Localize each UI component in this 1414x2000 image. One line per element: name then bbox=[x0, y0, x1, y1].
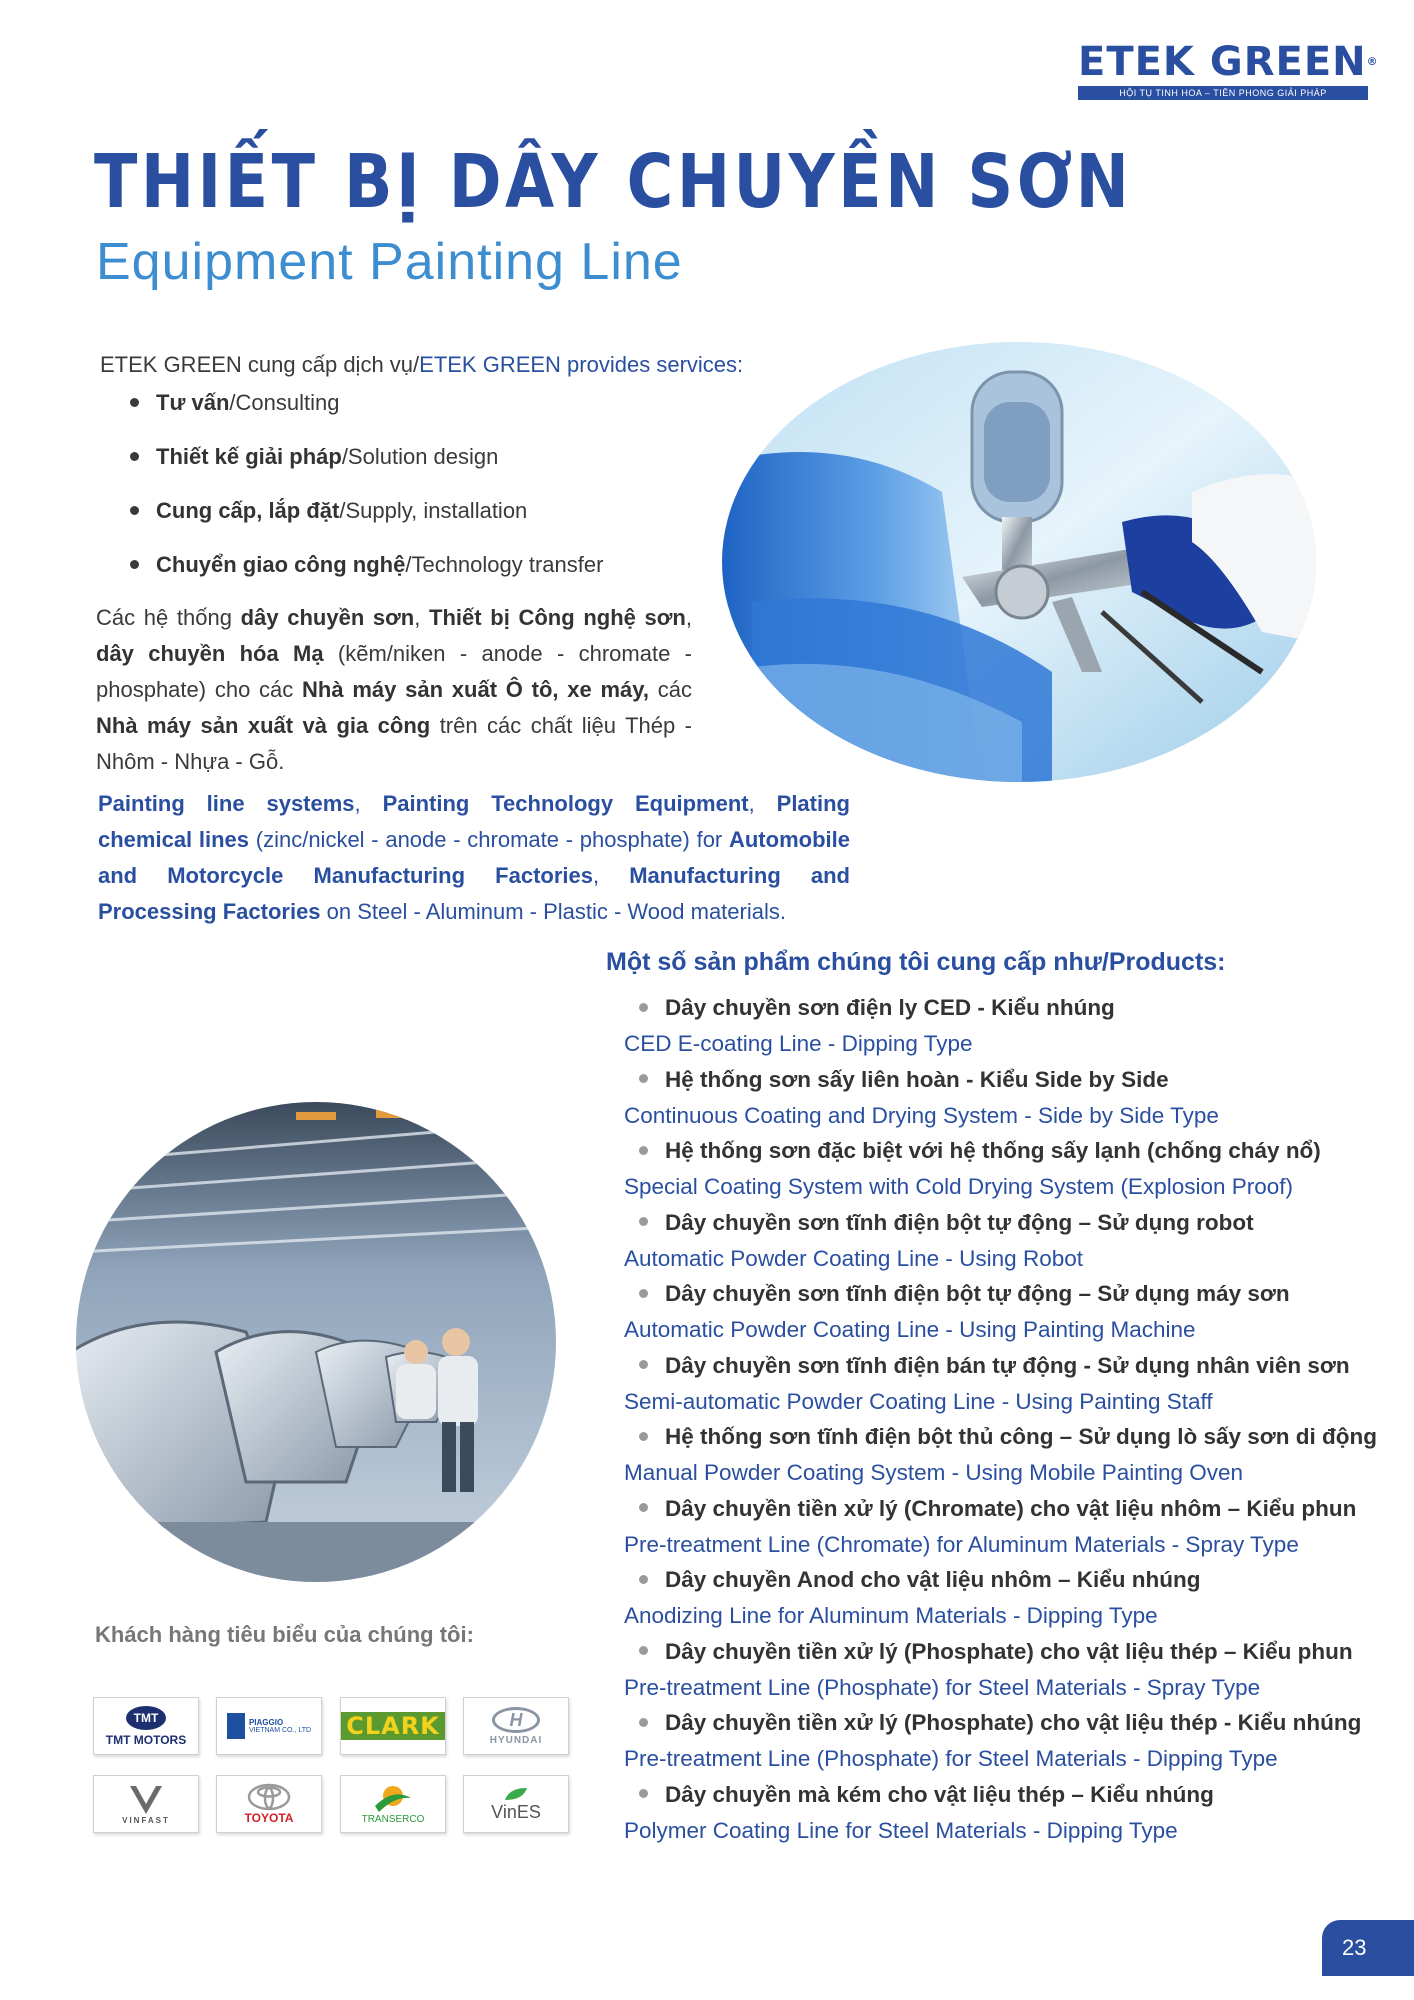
list-item: Dây chuyền Anod cho vật liệu nhôm – Kiểu nhúng Anodizing Line for Aluminum Materials - Dipping Type bbox=[624, 1567, 1201, 1628]
spray-gun-photo bbox=[722, 342, 1316, 782]
services-intro-vn: ETEK GREEN cung cấp dịch vụ/ bbox=[100, 352, 420, 377]
client-logo-hyundai: H HYUNDAI bbox=[463, 1697, 569, 1755]
car-factory-photo bbox=[76, 1102, 556, 1582]
hyundai-emblem-icon: H bbox=[492, 1707, 540, 1733]
page-number: 23 bbox=[1322, 1920, 1414, 1976]
bullet-icon bbox=[639, 1503, 648, 1512]
transerco-swoosh-icon bbox=[373, 1784, 413, 1814]
bullet-icon bbox=[639, 1575, 648, 1584]
description-vn: Các hệ thống dây chuyền sơn, Thiết bị Công nghệ sơn, dây chuyền hóa Mạ (kẽm/niken - anode - chromate - phosphate) cho các Nhà máy sản xuất Ô tô, xe máy, các Nhà máy sản xuất và gia công trên các chất liệu Thép - Nhôm - Nhựa - Gỗ. bbox=[96, 605, 692, 774]
bullet-icon bbox=[130, 506, 139, 515]
client-logo-vinfast: VINFAST bbox=[93, 1775, 199, 1833]
list-item: Dây chuyền tiền xử lý (Phosphate) cho vật liệu thép - Kiểu nhúng Pre-treatment Line (Phosphate) for Steel Materials - Dipping Type bbox=[624, 1710, 1362, 1771]
list-item: Thiết kế giải pháp/Solution design bbox=[130, 442, 603, 496]
bullet-icon bbox=[639, 1003, 648, 1012]
list-item: Dây chuyền sơn tĩnh điện bán tự động - Sử dụng nhân viên sơn Semi-automatic Powder Coating Line - Using Painting Staff bbox=[624, 1352, 1350, 1414]
services-list bbox=[130, 388, 603, 604]
list-item: Hệ thống sơn đặc biệt với hệ thống sấy lạnh (chống cháy nổ) Special Coating System with Cold Drying System (Explosion Proof) bbox=[624, 1138, 1321, 1199]
bullet-icon bbox=[130, 560, 139, 569]
services-intro-en: ETEK GREEN provides services: bbox=[419, 352, 744, 377]
bullet-icon bbox=[639, 1360, 648, 1369]
list-item: Dây chuyền sơn tĩnh điện bột tự động – Sử dụng robot Automatic Powder Coating Line - Using Robot bbox=[624, 1209, 1254, 1271]
list-item: Cung cấp, lắp đặt/Supply, installation bbox=[130, 496, 603, 550]
registered-mark: ® bbox=[1366, 55, 1379, 68]
bullet-icon bbox=[639, 1074, 648, 1083]
bullet-icon bbox=[639, 1789, 648, 1798]
client-logo-piaggio: PIAGGIO VIETNAM CO., LTD bbox=[216, 1697, 322, 1755]
client-logo-clark: CLARK bbox=[340, 1697, 446, 1755]
page-subtitle: Equipment Painting Line bbox=[96, 233, 683, 291]
bullet-icon bbox=[639, 1432, 648, 1441]
bullet-icon bbox=[130, 398, 139, 407]
list-item: Hệ thống sơn tĩnh điện bột thủ công – Sử dụng lò sấy sơn di động Manual Powder Coating System - Using Mobile Painting Oven bbox=[624, 1424, 1377, 1485]
page-title: THIẾT BỊ DÂY CHUYỀN SƠN bbox=[94, 139, 1133, 225]
tmt-mark: TMT bbox=[126, 1706, 166, 1730]
products-list bbox=[624, 990, 1377, 1848]
client-logo-toyota: TOYOTA bbox=[216, 1775, 322, 1833]
client-logo-tmt: TMT TMT MOTORS bbox=[93, 1697, 199, 1755]
client-logo-vines: VinES bbox=[463, 1775, 569, 1833]
list-item: Dây chuyền sơn điện ly CED - Kiểu nhúng CED E-coating Line - Dipping Type bbox=[624, 995, 1115, 1056]
bullet-icon bbox=[639, 1646, 648, 1655]
services-intro bbox=[100, 350, 743, 380]
client-logo-transerco: TRANSERCO bbox=[340, 1775, 446, 1833]
vinfast-v-icon bbox=[126, 1784, 166, 1816]
brand-logo bbox=[1078, 40, 1378, 100]
list-item: Dây chuyền tiền xử lý (Phosphate) cho vật liệu thép – Kiểu phun Pre-treatment Line (Phosphate) for Steel Materials - Spray Type bbox=[624, 1638, 1353, 1700]
list-item: Hệ thống sơn sấy liên hoàn - Kiểu Side by Side Continuous Coating and Drying System - Side by Side Type bbox=[624, 1066, 1219, 1128]
list-item: Dây chuyền tiền xử lý (Chromate) cho vật liệu nhôm – Kiểu phun Pre-treatment Line (Chromate) for Aluminum Materials - Spray Type bbox=[624, 1495, 1357, 1557]
bullet-icon bbox=[639, 1217, 648, 1226]
brand-tagline: HỘI TỤ TINH HOA – TIÊN PHONG GIẢI PHÁP bbox=[1078, 86, 1368, 100]
bullet-icon bbox=[639, 1146, 648, 1155]
list-item: Chuyển giao công nghệ/Technology transfer bbox=[130, 550, 603, 604]
bullet-icon bbox=[639, 1718, 648, 1727]
list-item: Dây chuyền mà kém cho vật liệu thép – Kiểu nhúng Polymer Coating Line for Steel Materials - Dipping Type bbox=[624, 1781, 1214, 1843]
list-item: Dây chuyền sơn tĩnh điện bột tự động – Sử dụng máy sơn Automatic Powder Coating Line - Using Painting Machine bbox=[624, 1281, 1290, 1342]
bullet-icon bbox=[130, 452, 139, 461]
products-heading: Một số sản phẩm chúng tôi cung cấp như/Products: bbox=[606, 948, 1226, 976]
clients-heading: Khách hàng tiêu biểu của chúng tôi: bbox=[95, 1622, 474, 1647]
toyota-emblem-icon bbox=[247, 1783, 291, 1811]
brand-name: ETEK GREEN bbox=[1078, 39, 1367, 85]
description-en: Painting line systems, Painting Technology Equipment, Plating chemical lines (zinc/nickel - anode - chromate - phosphate) for Automobile and Motorcycle Manufacturing Factories, Manufacturing and Processing Factories on Steel - Aluminum - Plastic - Wood materials. bbox=[98, 791, 850, 924]
vines-leaf-icon bbox=[501, 1786, 531, 1802]
list-item: Tư vấn/Consulting bbox=[130, 388, 603, 442]
bullet-icon bbox=[639, 1289, 648, 1298]
piaggio-shield-icon bbox=[227, 1713, 245, 1739]
